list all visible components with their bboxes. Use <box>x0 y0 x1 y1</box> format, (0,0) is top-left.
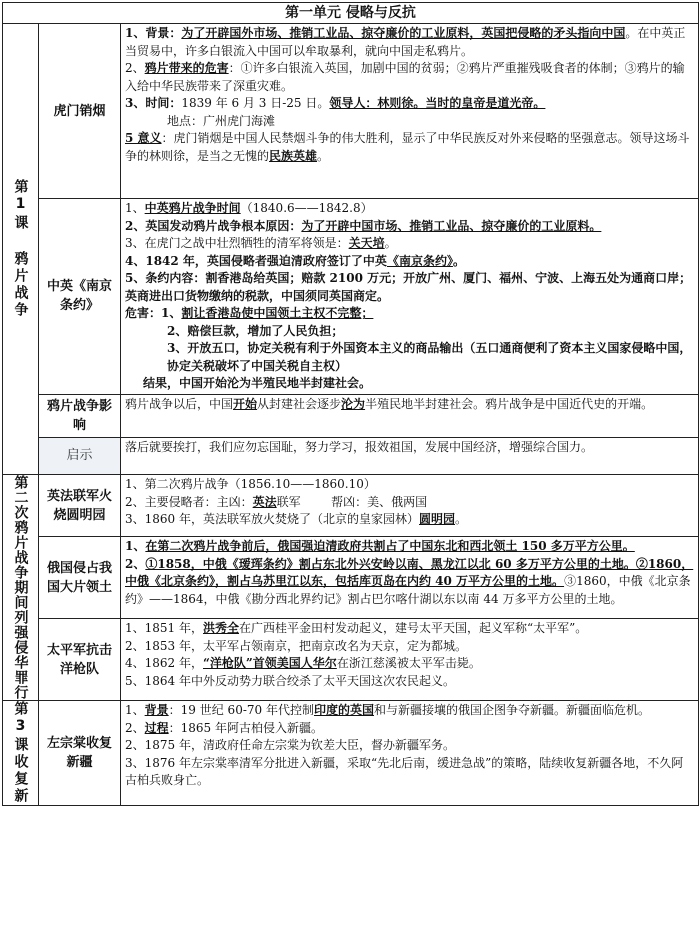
topic-taiping: 太平军抗击洋枪队 <box>39 619 121 701</box>
taiping-content <box>121 619 699 701</box>
nanjing-content <box>121 199 699 395</box>
study-notes-table <box>2 2 699 806</box>
taiping-r3b: “洋枪队”首领美国人华尔 <box>203 656 337 671</box>
influence-d: 沦为 <box>341 396 366 411</box>
humen-harm-num: 2、 <box>125 61 145 75</box>
nanjing-r9: 结果，中国开始沦为半殖民地半封建社会。 <box>143 376 372 390</box>
lesson-content <box>121 437 699 475</box>
unit-title: 第一单元 侵略与反抗 <box>3 3 699 24</box>
burn-r2a: 2、主要侵略者：主凶： <box>125 494 253 509</box>
humen-time-label: 3、时间： <box>125 96 182 110</box>
taiping-r1a: 1、1851 年， <box>125 621 203 636</box>
zuo-r1e: 和与新疆接壤的俄国企图争夺新疆。新疆面临危机。 <box>373 703 650 717</box>
russia-row <box>3 537 699 619</box>
taiping-r1c: 在广西桂平金田村发动起义，建号太平天国，起义军称“太平军”。 <box>239 621 588 636</box>
influence-e: 半殖民地半封建社会。鸦片战争是中国近代史的开端。 <box>365 396 654 411</box>
nanjing-r4-text: 4、1842 年，英国侵略者强迫清政府签订了中英 <box>125 253 387 268</box>
nanjing-row <box>3 199 699 395</box>
nanjing-r4-end: 。 <box>452 253 465 268</box>
influence-content <box>121 394 699 437</box>
burn-r3a: 3、1860 年，英法联军放火焚烧了（北京的皇家园林） <box>125 512 419 526</box>
russia-r1b: 在第二次鸦片战争前后，俄国强迫清政府共割占了中国东北和西北领土 150 多万平方公里。 <box>145 539 635 554</box>
humen-place: 地点：广州虎门海滩 <box>167 113 276 128</box>
taiping-r4: 5、1864 年中外反动势力联合绞杀了太平天国这次农民起义。 <box>125 673 455 688</box>
humen-bg-label: 1、背景： <box>125 26 182 40</box>
russia-content <box>121 537 699 619</box>
topic-burn: 英法联军火烧圆明园 <box>39 475 121 537</box>
taiping-row <box>3 619 699 701</box>
nanjing-r5: 5、条约内容：割香港岛给英国；赔款 2100 万元；开放广州、厦门、福州、宁波、上海五处为通商口岸；英商进出口货物缴纳的税款，中国须同英国商定。 <box>125 271 692 303</box>
nanjing-r1-label: 中英鸦片战争时间 <box>144 201 241 215</box>
zuo-r2c: ：1865 年阿古柏侵入新疆。 <box>168 720 324 735</box>
russia-r2b: ①1858，中俄《瑷珲条约》割占东北外兴安岭以南、黑龙江以北 60 多万平方公里的土地。②1860，中俄《北京条约》，割占乌苏里江以东，包括库页岛在内约 40 万平方公里的土地。 <box>125 556 694 589</box>
zuo-row <box>3 701 699 806</box>
influence-c: 从封建社会逐步 <box>257 396 342 411</box>
topic-influence: 鸦片战争影响 <box>39 394 121 437</box>
zuo-content <box>121 701 699 806</box>
unit-title-row <box>3 3 699 24</box>
influence-b: 开始 <box>233 396 258 411</box>
humen-harm-text: ：①许多白银流入英国，加剧中国的贫弱；②鸦片严重摧残吸食者的体制；③鸦片的输入给中华民族带来了深重灾难。 <box>125 61 685 93</box>
zuo-r4: 3、1876 年左宗棠率清军分批进入新疆，采取“先北后南，缓进急战”的策略，陆续收复新疆各地，不久阿古柏兵败身亡。 <box>125 755 684 787</box>
influence-a: 鸦片战争以后，中国 <box>125 396 234 411</box>
humen-hero: 民族英雄 <box>269 148 318 163</box>
humen-row <box>3 24 699 199</box>
topic-nanjing: 中英《南京条约》 <box>39 199 121 395</box>
zuo-r2b: 过程 <box>144 720 169 735</box>
humen-bg-text: 。在中英正当贸易中，许多白银流入中国可以牟取暴利，就向中国走私鸦片。 <box>125 26 686 58</box>
humen-time-text: 1839 年 6 月 3 日-25 日。 <box>181 96 330 110</box>
zuo-r1d: 印度的英国 <box>313 703 374 717</box>
humen-bg-key: 为了开辟国外市场、推销工业品、掠夺廉价的工业原料，英国把侵略的矛头指向中国 <box>181 26 626 40</box>
lesson-row <box>3 437 699 475</box>
nanjing-r3-name: 关天培 <box>348 236 385 250</box>
taiping-r2: 2、1853 年，太平军占领南京，把南京改名为天京，定为都城。 <box>125 638 467 653</box>
topic-russia: 俄国侵占我国大片领土 <box>39 537 121 619</box>
nanjing-r7: 2、赔偿巨款，增加了人民负担； <box>167 323 344 338</box>
humen-meaning-text: ：虎门销烟是中国人民禁烟斗争的伟大胜利，显示了中华民族反对外来侵略的坚强意志。领导这场斗争的林则徐，是当之无愧的 <box>125 131 690 163</box>
humen-harm-label: 鸦片带来的危害 <box>144 61 229 75</box>
humen-content <box>121 24 699 199</box>
burn-row <box>3 475 699 537</box>
nanjing-r3-end: 。 <box>384 236 397 250</box>
nanjing-r2-label: 2、英国发动鸦片战争根本原因： <box>125 218 302 233</box>
burn-r2b: 英法 <box>252 494 277 509</box>
taiping-r3c: 在浙江慈溪被太平军击毙。 <box>336 656 481 671</box>
zuo-r1b: 背景 <box>144 703 169 717</box>
zuo-r3: 2、1875 年，清政府任命左宗棠为钦差大臣，督办新疆军务。 <box>125 738 455 752</box>
russia-r1a: 1、 <box>125 539 146 554</box>
topic-lesson: 启示 <box>39 437 121 475</box>
burn-r2c: 联军 帮凶：美、俄两国 <box>276 494 428 509</box>
humen-period: 。 <box>317 148 330 163</box>
nanjing-r2-text: 为了开辟中国市场、推销工业品、掠夺廉价的工业原料。 <box>301 218 602 233</box>
taiping-r3a: 4、1862 年， <box>125 656 203 671</box>
russia-r2a: 2、 <box>125 556 146 571</box>
zuo-r1a: 1、 <box>125 703 145 717</box>
nanjing-r1-num: 1、 <box>125 201 145 215</box>
burn-r3c: 。 <box>455 512 468 526</box>
lesson-3-label: 第3课收复新 <box>3 701 39 806</box>
burn-r1: 1、第二次鸦片战争（1856.10——1860.10） <box>125 477 376 491</box>
burn-r3b: 圆明园 <box>419 512 456 526</box>
taiping-r1b: 洪秀全 <box>203 621 240 636</box>
lesson-text: 落后就要挨打，我们应勿忘国耻，努力学习，报效祖国，发展中国经济，增强综合国力。 <box>125 439 594 454</box>
nanjing-r8: 3、开放五口，协定关税有利于外国资本主义的商品输出（五口通商便利了资本主义国家侵略中国，协定关税破坏了中国关税自主权） <box>167 341 692 373</box>
nanjing-r4-treaty: 《南京条约》 <box>386 253 453 268</box>
zuo-r2a: 2、 <box>125 720 145 735</box>
nanjing-r1-date: （1840.6——1842.8） <box>240 201 373 215</box>
burn-content <box>121 475 699 537</box>
lesson-2-label: 第二次鸦片战争期间列强侵华罪行 <box>3 475 39 701</box>
nanjing-r6-label: 危害：1、 <box>125 306 182 320</box>
influence-row <box>3 394 699 437</box>
russia-r2c: ③1860，中俄《北京条约》——1864，中俄《勘分西北界约记》割占巴尔喀什湖以东以南 44 万多平方公里的土地。 <box>125 574 691 606</box>
nanjing-r6-text: 割让香港岛使中国领土主权不完整； <box>181 306 374 320</box>
nanjing-r3-label: 3、在虎门之战中壮烈牺牲的清军将领是： <box>125 236 349 250</box>
zuo-r1c: ：19 世纪 60-70 年代控制 <box>168 703 314 717</box>
topic-humen: 虎门销烟 <box>39 24 121 199</box>
humen-meaning-label: 5 意义 <box>125 131 162 145</box>
humen-leader-text: 领导人：林则徐。当时的皇帝是道光帝。 <box>329 96 546 110</box>
topic-zuo: 左宗棠收复新疆 <box>39 701 121 806</box>
lesson-1-label: 第1课 鸦片战争 <box>3 24 39 475</box>
